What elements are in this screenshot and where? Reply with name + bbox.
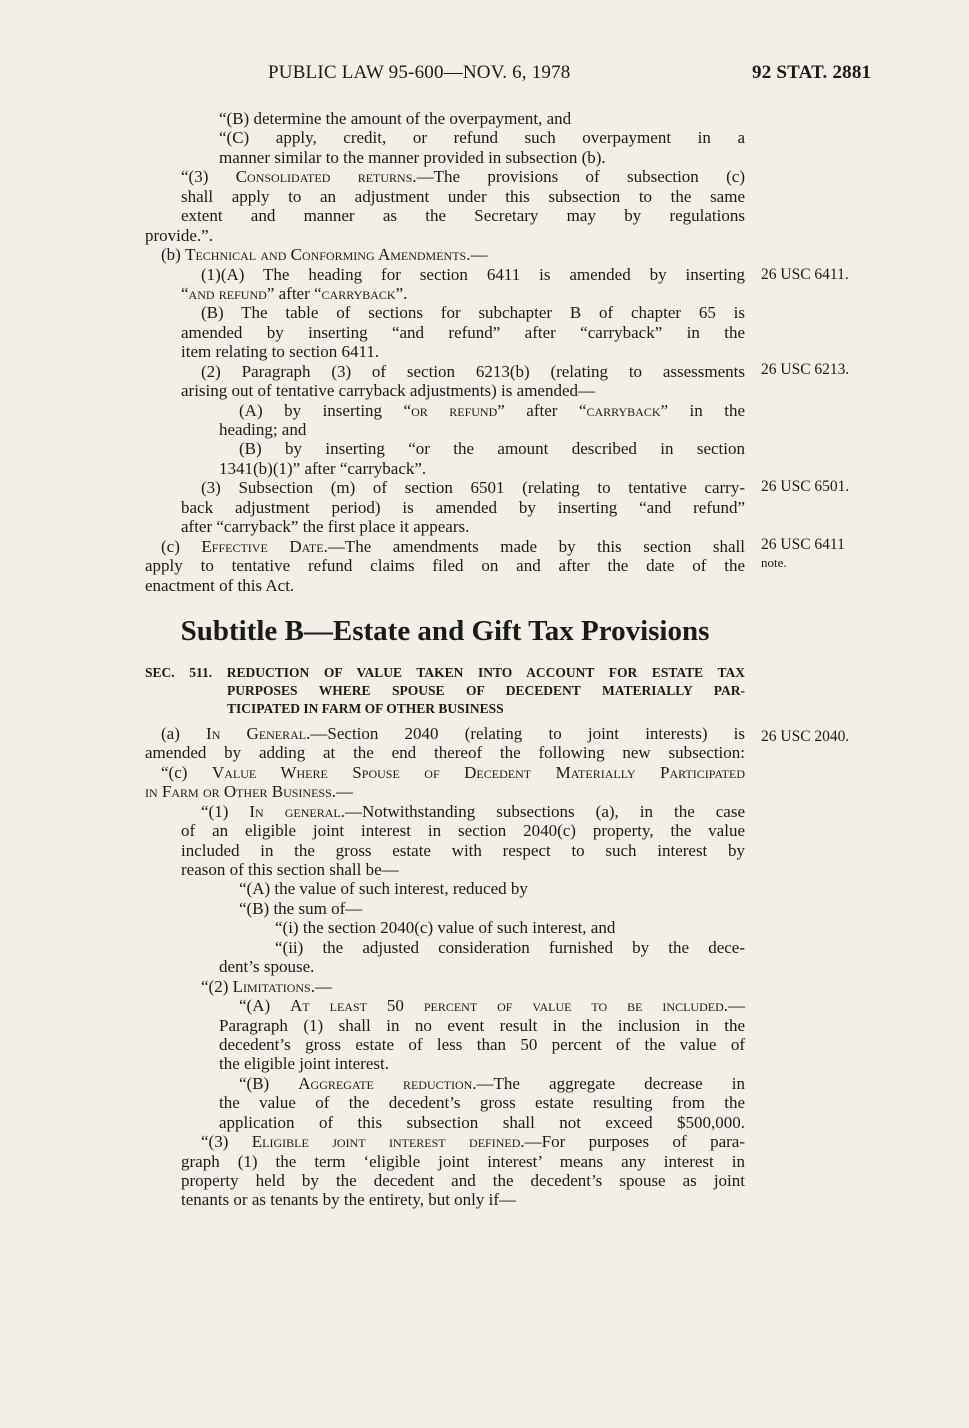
text-line: enactment of this Act. <box>145 575 295 595</box>
subtitle-heading: Subtitle B—Estate and Gift Tax Provisions <box>180 614 710 647</box>
margin-note: 26 USC 2040. <box>761 728 850 745</box>
text-line: reason of this section shall be— <box>181 860 399 879</box>
text-line: after “carryback” the first place it appears. <box>181 517 470 537</box>
text-line: (3) Subsection (m) of section 6501 (relating to tentative carry- <box>201 478 745 498</box>
section-heading-line: SEC. 511. REDUCTION OF VALUE TAKEN INTO ACCOUNT FOR ESTATE TAX <box>145 664 745 680</box>
text-line: manner similar to the manner provided in subsection (b). <box>219 147 606 167</box>
text-line: “(3) Consolidated returns.—The provisions of subsection (c) <box>181 167 745 187</box>
text-line: application of this subsection shall not exceed $500,000. <box>219 1112 745 1132</box>
text-line: “(B) the sum of— <box>239 898 363 918</box>
text-line: (c) Effective Date.—The amendments made by this section shall <box>161 536 745 556</box>
text-line: “(3) Eligible joint interest defined.—For purposes of para- <box>201 1132 745 1152</box>
text-line: amended by inserting “and refund” after “carryback” in the <box>181 322 745 342</box>
text-line: “(2) Limitations.— <box>201 976 332 996</box>
text-line: amended by adding at the end thereof the following new subsection: <box>145 743 745 763</box>
margin-note: 26 USC 6411. <box>761 266 849 283</box>
text-line: “(1) In general.—Notwithstanding subsections (a), in the case <box>201 801 746 821</box>
text-line: “(ii) the adjusted consideration furnished by the dece- <box>275 937 745 957</box>
text-line: (2) Paragraph (3) of section 6213(b) (relating to assessments <box>201 361 745 381</box>
text-line: “(B) determine the amount of the overpayment, and <box>219 109 572 128</box>
text-line: item relating to section 6411. <box>181 342 380 362</box>
text-line: tenants or as tenants by the entirety, but only if— <box>181 1190 517 1210</box>
text-line: “(C) apply, credit, or refund such overpayment in a <box>219 128 745 148</box>
section-heading-line: PURPOSES WHERE SPOUSE OF DECEDENT MATERIALLY PAR- <box>227 682 745 698</box>
text-line: apply to tentative refund claims filed on and after the date of the <box>145 556 745 576</box>
text-line: “and refund” after “carryback”. <box>181 283 408 303</box>
running-head-title: PUBLIC LAW 95-600—NOV. 6, 1978 <box>268 62 571 83</box>
text-line: (a) In General.—Section 2040 (relating to joint interests) is <box>161 723 746 743</box>
text-line: heading; and <box>219 420 307 439</box>
text-line: “(i) the section 2040(c) value of such interest, and <box>275 918 616 938</box>
margin-note: 26 USC 6213. <box>761 361 850 378</box>
page-body <box>145 109 745 1210</box>
text-line: (B) The table of sections for subchapter B of chapter 65 is <box>201 303 745 323</box>
margin-note: 26 USC 6411 <box>761 536 845 553</box>
running-head-stat-page: 92 STAT. 2881 <box>752 62 872 83</box>
text-line: graph (1) the term ‘eligible joint interest’ means any interest in <box>181 1151 745 1171</box>
text-line: (1)(A) The heading for section 6411 is amended by inserting <box>201 264 745 284</box>
text-line: (b) Technical and Conforming Amendments.— <box>161 245 488 265</box>
text-line: shall apply to an adjustment under this subsection to the same <box>181 186 745 206</box>
text-line: (B) by inserting “or the amount described in section <box>239 439 745 459</box>
text-line: Paragraph (1) shall in no event result in the inclusion in the <box>219 1015 745 1035</box>
text-line: “(c) Value Where Spouse of Decedent Materially Participated <box>161 762 745 782</box>
text-line: of an eligible joint interest in section 2040(c) property, the value <box>181 821 745 841</box>
margin-note: 26 USC 6501. <box>761 478 850 495</box>
text-line: arising out of tentative carryback adjustments) is amended— <box>181 381 596 401</box>
text-line: (A) by inserting “or refund” after “carryback” in the <box>239 400 746 420</box>
text-line: back adjustment period) is amended by inserting “and refund” <box>181 497 745 517</box>
text-line: “(A) the value of such interest, reduced by <box>239 879 528 899</box>
text-line: “(A) At least 50 percent of value to be included.— <box>239 996 745 1016</box>
text-line: dent’s spouse. <box>219 957 315 977</box>
text-line: property held by the decedent and the decedent’s spouse as joint <box>181 1171 745 1190</box>
text-line: included in the gross estate with respect to such interest by <box>181 840 745 860</box>
text-line: the value of the decedent’s gross estate resulting from the <box>219 1093 745 1113</box>
text-line: in Farm or Other Business.— <box>145 782 354 802</box>
text-line: 1341(b)(1)” after “carryback”. <box>219 458 427 478</box>
text-line: extent and manner as the Secretary may by regulations <box>181 206 745 226</box>
text-line: the eligible joint interest. <box>219 1054 389 1074</box>
text-line: decedent’s gross estate of less than 50 percent of the value of <box>219 1034 745 1054</box>
section-heading-line: TICIPATED IN FARM OF OTHER BUSINESS <box>227 700 504 716</box>
text-line: provide.”. <box>145 225 213 245</box>
text-line: “(B) Aggregate reduction.—The aggregate decrease in <box>239 1073 745 1093</box>
section-heading <box>145 664 745 718</box>
margin-note: note. <box>761 555 787 570</box>
